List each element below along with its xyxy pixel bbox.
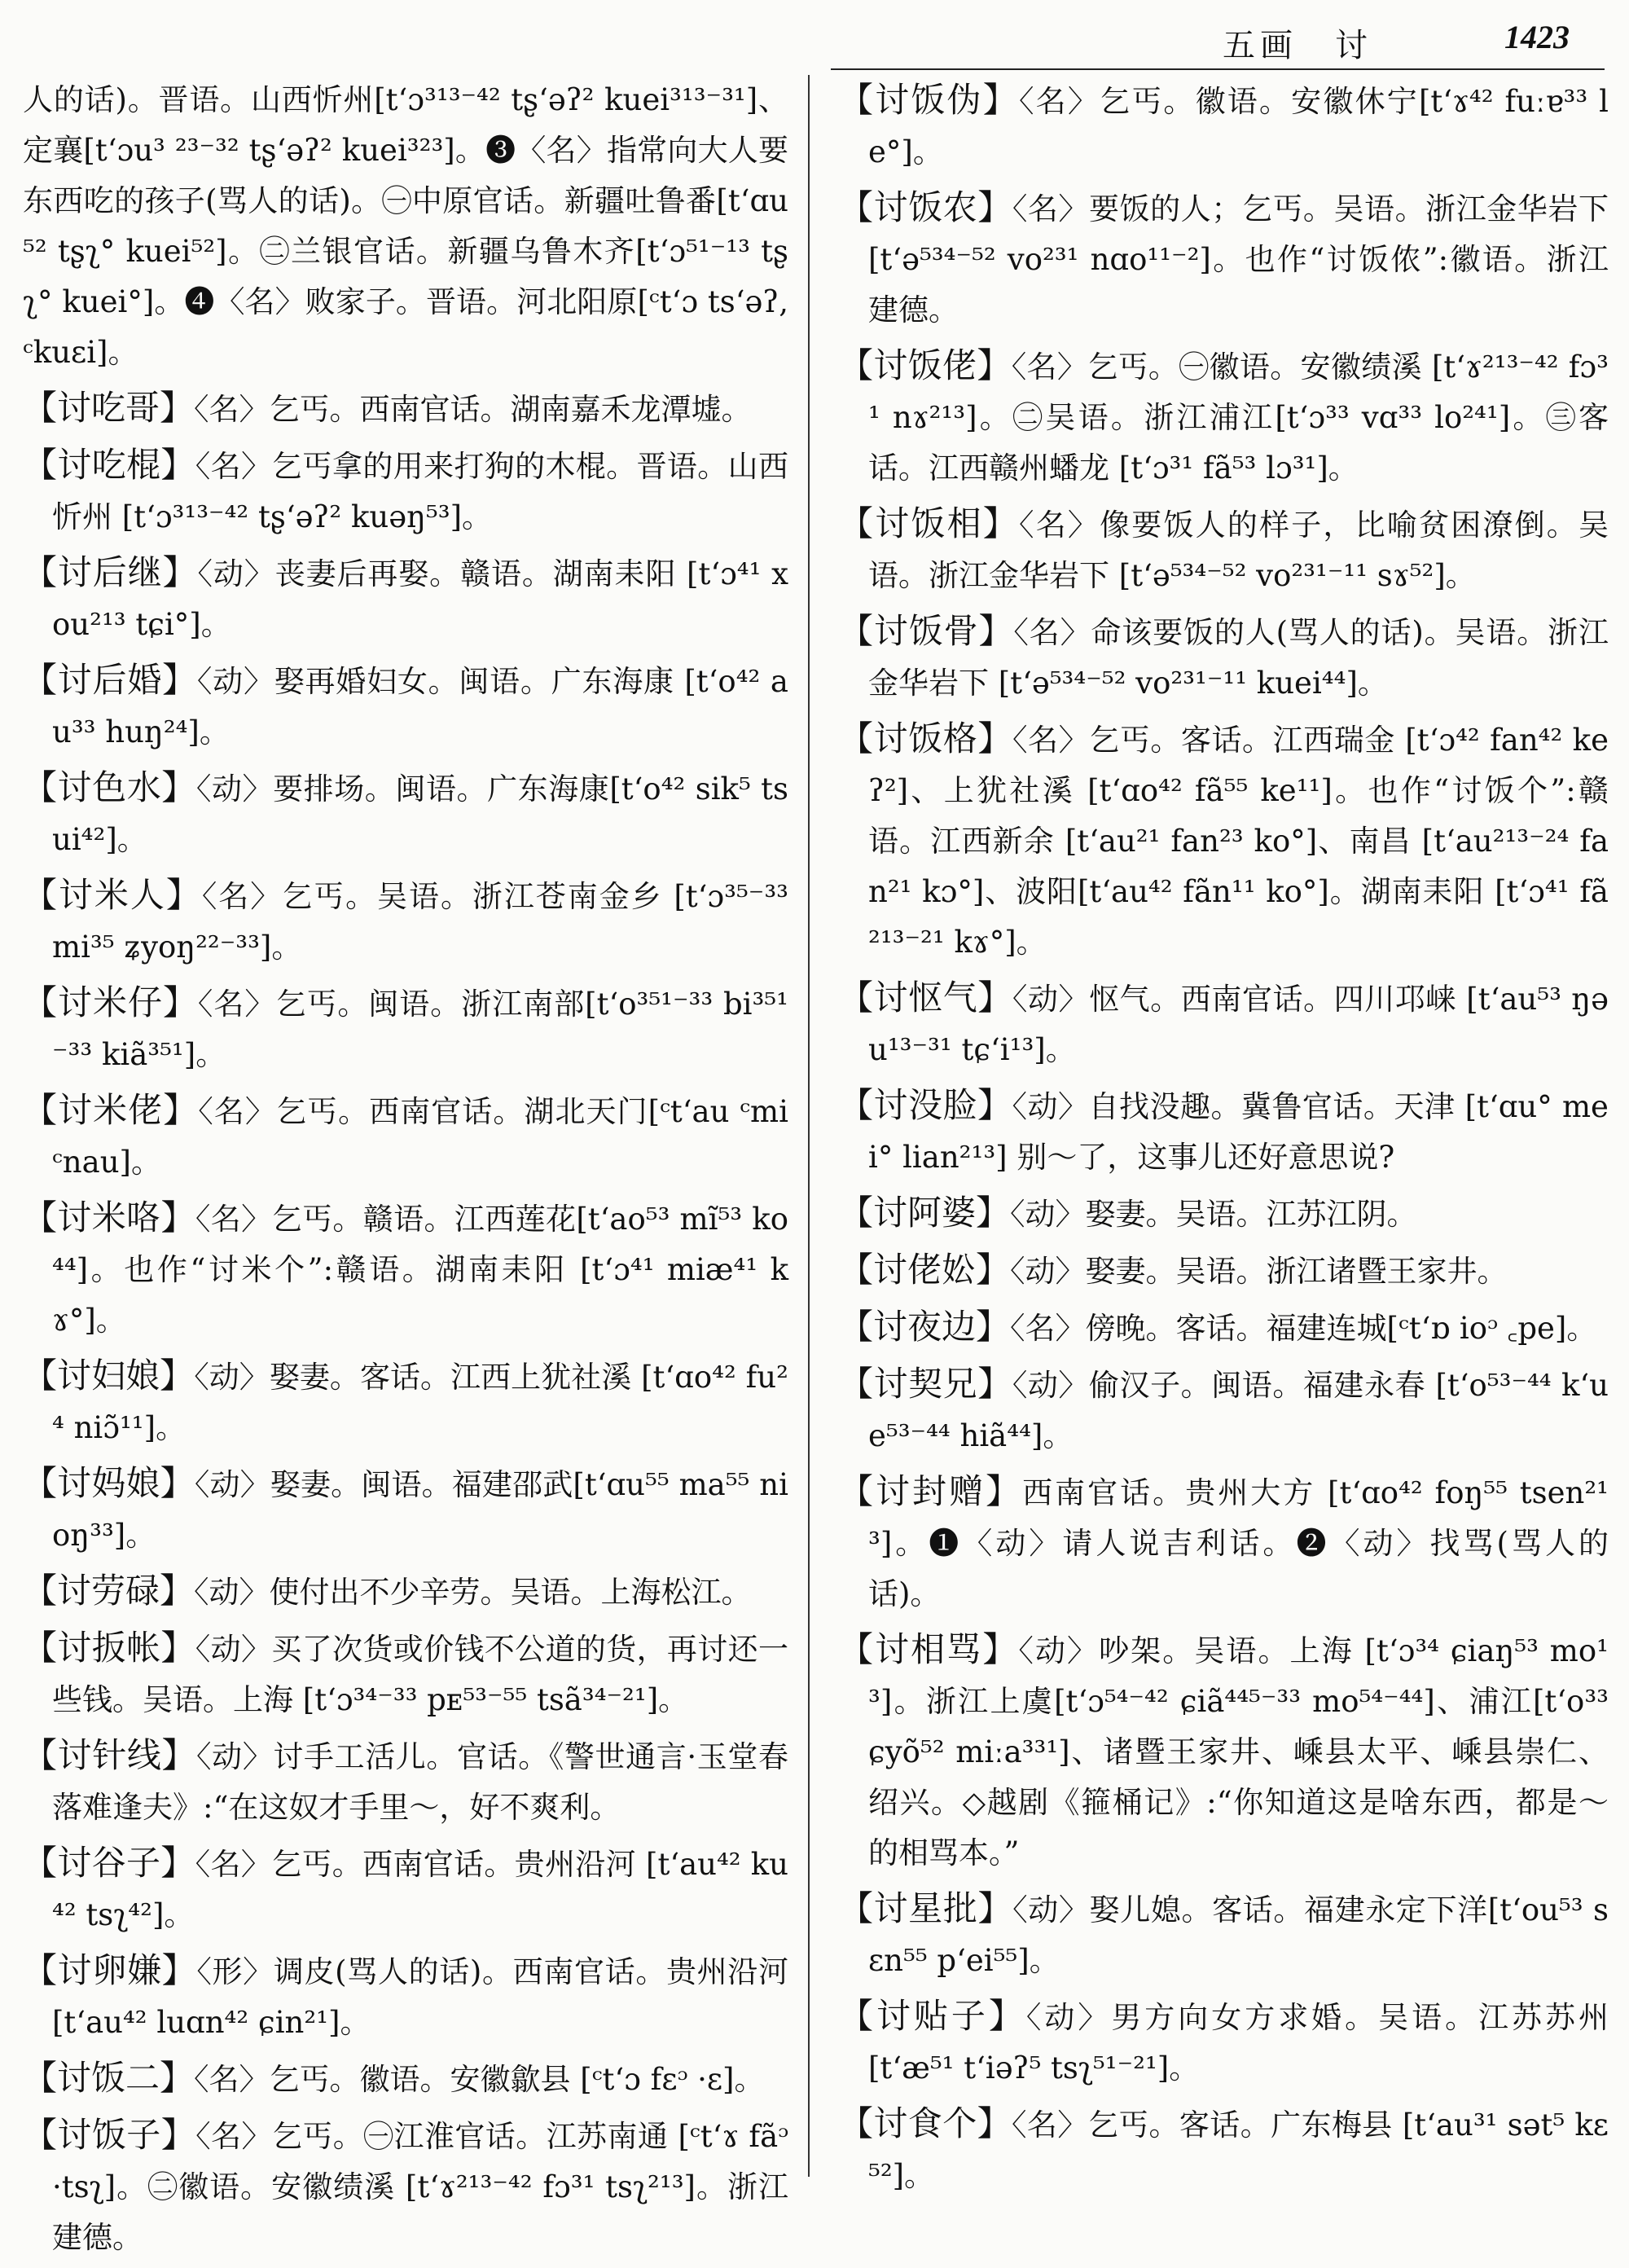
entry-definition: 〈名〉命该要饭的人(骂人的话)。吴语。浙江金华岩下 [t‘ə⁵³⁴⁻⁵² vo²³¹⁻¹¹ kuei⁴⁴]。 [868,615,1609,701]
bracket-open: 【 [839,1307,874,1347]
bracket-close: 】 [977,187,1012,227]
dictionary-entry [839,1883,1609,1986]
bracket-open: 【 [839,1996,876,2036]
bracket-open: 【 [23,660,58,700]
entry-headword: 讨贴子 [876,1996,989,2036]
bracket-open: 【 [23,1950,58,1990]
bracket-close: 】 [977,1888,1013,1928]
dictionary-entry [839,2099,1609,2201]
continuation-text: 人的话)。晋语。山西忻州[t‘ɔ³¹³⁻⁴² tʂ‘əʔ² kuei³¹³⁻³¹]、定襄[t‘ɔu³ ²³⁻³² tʂ‘əʔ² kuei³²³]。❸〈名〉指常向大人要东西吃的孩子(骂人的话)。㊀中原官话。新疆吐鲁番[t‘ɑu⁵² tʂʅ° kuei⁵²]。㊁兰银官话。新疆乌鲁木齐[t‘ɔ⁵¹⁻¹³ tʂʅ° kuei°]。❹〈名〉败家子。晋语。河北阳原[ᶜt‘ɔ ts‘əʔ, ᶜkuɛi]。 [23,82,788,370]
entry-headword: 讨卵嫌 [57,1950,162,1990]
dictionary-entry [839,499,1609,601]
section-label: 五画 讨 [1223,27,1372,64]
entry-headword: 讨饭子 [57,2115,161,2155]
bracket-open: 【 [23,2115,58,2155]
dictionary-entry [23,1351,788,1453]
bracket-close: 】 [986,1471,1023,1511]
entry-headword: 讨阿婆 [873,1193,977,1233]
right-column [839,75,1609,2206]
entry-definition: 〈动〉讨手工活儿。官话。《警世通言·玉堂春落难逢夫》:“在这奴才手里～，好不爽利。 [52,1739,788,1825]
bracket-open: 【 [23,552,58,592]
bracket-open: 【 [23,445,58,485]
dictionary-entry [23,655,788,758]
bracket-open: 【 [23,1628,58,1668]
entry-definition: 〈动〉男方向女方求婚。吴语。江苏苏州 [t‘æ⁵¹ t‘iəʔ⁵ tsʅ⁵¹⁻²¹]。 [868,2000,1609,2086]
entry-headword: 讨夜边 [873,1307,977,1347]
bracket-close: 】 [977,1085,1012,1125]
bracket-close: 】 [161,767,196,807]
bracket-close: 】 [160,2115,196,2155]
entry-definition: 〈名〉要饭的人；乞丐。吴语。浙江金华岩下 [t‘ə⁵³⁴⁻⁵² vo²³¹ nɑo¹¹⁻²]。也作“讨饭侬”:徽语。浙江建德。 [868,191,1609,327]
entry-headword: 讨吃哥 [57,388,160,428]
entry-headword: 讨饭二 [57,2058,160,2098]
dictionary-entry [23,440,788,543]
entry-headword: 讨劳碌 [57,1571,160,1611]
entry-headword: 讨食个 [873,2103,977,2143]
bracket-close: 】 [161,1735,197,1775]
entry-headword: 讨米人 [58,875,166,915]
entry-headword: 讨饭相 [875,503,983,543]
entry-headword: 讨佬妐 [873,1250,977,1290]
entry-headword: 讨封赠 [876,1471,986,1511]
bracket-open: 【 [23,982,58,1022]
bracket-open: 【 [839,978,874,1018]
entry-headword: 讨饭佬 [873,345,977,385]
entry-definition: 〈名〉乞丐。赣语。江西莲花[t‘ao⁵³ mĩ⁵³ ko⁴⁴]。也作“讨米个”:赣语。湖南耒阳 [t‘ɔ⁴¹ miæ⁴¹ kɤ°]。 [52,1202,788,1338]
entry-definition: 西南官话。贵州大方 [t‘ɑo⁴² foŋ⁵⁵ tsen²¹³]。❶〈动〉请人说吉利话。❷〈动〉找骂(骂人的话)。 [868,1475,1609,1611]
bracket-open: 【 [23,1356,58,1396]
dictionary-entry [23,1730,788,1833]
dictionary-entry [839,714,1609,968]
bracket-close: 】 [160,1571,195,1611]
bracket-close: 】 [162,552,198,592]
entry-definition: 〈名〉乞丐。吴语。浙江苍南金乡 [t‘ɔ³⁵⁻³³ mi³⁵ ʑyoŋ²²⁻³³]。 [52,879,788,965]
entry-headword: 讨色水 [57,767,162,807]
bracket-close: 】 [163,1090,199,1130]
entry-definition: 〈动〉自找没趣。冀鲁官话。天津 [t‘ɑu° mei° lian²¹³] 别～了，这事儿还好意思说? [868,1089,1609,1175]
entry-definition: 〈动〉娶妻。客话。江西上犹社溪 [t‘ɑo⁴² fu²⁴ niɔ̃¹¹]。 [52,1360,788,1445]
entry-definition: 〈动〉娶妻。吴语。江苏江阴。 [1010,1197,1417,1232]
bracket-close: 】 [162,660,197,700]
bracket-open: 【 [23,388,58,428]
dictionary-entry [839,1245,1609,1297]
dictionary-entry [839,182,1609,336]
entry-definition: 〈动〉娶儿媳。客话。福建永定下洋[t‘ou⁵³ sɛn⁵⁵ p‘ei⁵⁵]。 [868,1892,1609,1978]
entry-definition: 〈动〉娶妻。闽语。福建邵武[t‘ɑu⁵⁵ ma⁵⁵ nioŋ³³]。 [52,1467,788,1553]
bracket-open: 【 [23,1198,58,1237]
bracket-close: 】 [162,982,198,1022]
bracket-open: 【 [839,719,874,758]
bracket-close: 】 [977,719,1012,758]
dictionary-entry [839,1991,1609,2094]
bracket-close: 】 [982,1629,1019,1669]
dictionary-entry [839,1302,1609,1354]
entry-headword: 讨星批 [873,1888,978,1928]
dictionary-entry [23,547,788,650]
dictionary-entry [23,1085,788,1188]
bracket-open: 【 [839,611,874,651]
entry-definition: 〈名〉乞丐。㊀徽语。安徽绩溪 [t‘ɤ²¹³⁻⁴² fɔ³¹ nɤ²¹³]。㊁吴语。浙江浦江[t‘ɔ³³ vɑ³³ lo²⁴¹]。㊂客话。江西赣州蟠龙 [t‘ɔ³¹ fã⁵³ lɔ³¹]。 [868,349,1609,486]
bracket-close: 】 [161,1950,197,1990]
left-column [23,75,788,2268]
dictionary-entry [839,606,1609,709]
entry-headword: 讨后继 [57,552,163,592]
entry-definition: 〈名〉乞丐。西南官话。湖南嘉禾龙潭墟。 [194,392,752,427]
bracket-close: 】 [982,80,1019,120]
dictionary-entry [839,1466,1609,1620]
bracket-close: 】 [160,1198,195,1237]
entry-headword: 讨针线 [57,1735,162,1775]
dictionary-entry [23,978,788,1080]
bracket-open: 【 [839,1250,874,1290]
bracket-open: 【 [23,2058,58,2098]
entry-definition: 〈名〉乞丐。徽语。安徽歙县 [ᶜt‘ɔ fɛᵓ ·ɛ]。 [194,2062,765,2097]
entry-headword: 讨饭骨 [873,611,979,651]
page-number: 1423 [1504,19,1570,55]
dictionary-entry [839,1188,1609,1240]
dictionary-entry [23,1945,788,2048]
bracket-close: 】 [976,1307,1011,1347]
dictionary-entry [839,1359,1609,1461]
entry-headword: 讨饭格 [873,719,978,758]
entry-headword: 讨后婚 [57,660,163,700]
column-divider [808,75,810,2177]
entry-definition: 〈名〉乞丐拿的用来打狗的木棍。晋语。山西忻州 [t‘ɔ³¹³⁻⁴² tʂ‘əʔ² kuəŋ⁵³]。 [52,449,788,534]
entry-definition: 〈名〉乞丐。㊀江淮官话。江苏南通 [ᶜt‘ɤ fãᵓ ·tsʅ]。㊁徽语。安徽绩溪 [t‘ɤ²¹³⁻⁴² fɔ³¹ tsʅ²¹³]。浙江建德。 [52,2119,788,2255]
entry-headword: 讨妈娘 [57,1463,160,1503]
entry-headword: 讨契兄 [873,1364,978,1404]
dictionary-entry [23,2110,788,2263]
dictionary-entry [23,1458,788,1561]
entry-definition: 〈动〉要排场。闽语。广东海康[t‘o⁴² sik⁵ tsui⁴²]。 [52,771,788,857]
bracket-open: 【 [23,1463,58,1503]
entry-definition: 〈名〉乞丐。西南官话。湖北天门[ᶜt‘au ᶜmi ᶜnau]。 [52,1094,788,1180]
dictionary-entry [23,1566,788,1618]
bracket-open: 【 [839,1471,876,1511]
bracket-close: 】 [160,1356,195,1396]
entry-headword: 讨米咯 [57,1198,161,1237]
entry-definition: 〈名〉乞丐。闽语。浙江南部[t‘o³⁵¹⁻³³ bi³⁵¹⁻³³ kiã³⁵¹]。 [52,987,788,1072]
bracket-close: 】 [160,388,195,428]
bracket-close: 】 [165,875,202,915]
entry-headword: 讨相骂 [875,1629,983,1669]
entry-headword: 讨米佬 [58,1090,164,1130]
bracket-open: 【 [23,1571,58,1611]
entry-definition: 〈动〉娶再婚妇女。闽语。广东海康 [t‘o⁴² au³³ huŋ²⁴]。 [52,664,788,749]
dictionary-entry [839,75,1609,178]
entry-definition: 〈名〉像要饭人的样子，比喻贫困潦倒。吴语。浙江金华岩下 [t‘ə⁵³⁴⁻⁵² vo²³¹⁻¹¹ sɤ⁵²]。 [868,508,1609,593]
bracket-open: 【 [23,1735,58,1775]
entry-definition: 〈名〉乞丐。客话。广东梅县 [t‘au³¹ sət⁵ kɛ⁵²]。 [868,2108,1609,2193]
bracket-close: 】 [160,1628,195,1668]
entry-definition: 〈动〉丧妻后再娶。赣语。湖南耒阳 [t‘ɔ⁴¹ xou²¹³ tɕi°]。 [52,556,788,642]
bracket-open: 【 [839,1193,874,1233]
entry-headword: 讨没脸 [873,1085,977,1125]
entry-headword: 讨吃棍 [57,445,161,485]
entry-headword: 讨扳帐 [57,1628,161,1668]
entry-definition: 〈名〉乞丐。徽语。安徽休宁[t‘ɤ⁴² fuːɐ³³ le°]。 [868,84,1609,169]
bracket-open: 【 [23,1843,58,1883]
bracket-open: 【 [839,2103,874,2143]
bracket-open: 【 [839,1085,874,1125]
bracket-open: 【 [839,1364,874,1404]
left-entries [23,383,788,2263]
entry-headword: 讨饭农 [873,187,978,227]
bracket-open: 【 [23,875,59,915]
bracket-open: 【 [839,345,874,385]
bracket-open: 【 [23,767,58,807]
entry-headword: 讨谷子 [57,1843,161,1883]
bracket-close: 】 [977,2103,1012,2143]
entry-definition: 〈动〉买了次货或价钱不公道的货，再讨还一些钱。吴语。上海 [t‘ɔ³⁴⁻³³ pᴇ⁵³⁻⁵⁵ tsã³⁴⁻²¹]。 [52,1632,788,1717]
entry-definition: 〈动〉偷汉子。闽语。福建永春 [t‘o⁵³⁻⁴⁴ k‘ue⁵³⁻⁴⁴ hiã⁴⁴]。 [868,1368,1609,1453]
dictionary-entry [839,341,1609,494]
bracket-close: 】 [977,978,1012,1018]
bracket-open: 【 [839,1888,874,1928]
dictionary-entry [839,1624,1609,1879]
entry-headword: 讨妇娘 [57,1356,160,1396]
bracket-open: 【 [23,1090,59,1130]
dictionary-entry [839,1080,1609,1183]
bracket-close: 】 [160,2058,195,2098]
entry-headword: 讨怄气 [873,978,978,1018]
entry-headword: 讨饭伪 [875,80,983,120]
entry-definition: 〈形〉调皮(骂人的话)。西南官话。贵州沿河 [t‘au⁴² luɑn⁴² ɕin²¹]。 [52,1954,788,2040]
entry-definition: 〈名〉乞丐。西南官话。贵州沿河 [t‘au⁴² ku⁴² tsʅ⁴²]。 [52,1847,788,1932]
dictionary-entry [23,1193,788,1346]
entry-definition: 〈名〉乞丐。客话。江西瑞金 [t‘ɔ⁴² fan⁴² keʔ²]、上犹社溪 [t‘ɑo⁴² fã⁵⁵ ke¹¹]。也作“讨饭个”:赣语。江西新余 [t‘au²¹ fan²³ ko°]、南昌 [t‘au²¹³⁻²⁴ fan²¹ kɔ°]、波阳[t‘au⁴² fãn¹¹ ko°]。湖南耒阳 [t‘ɔ⁴¹ fã²¹³⁻²¹ kɤ°]。 [868,723,1609,960]
right-entries [839,75,1609,2201]
bracket-close: 】 [160,1463,195,1503]
header-rule [831,68,1605,70]
entry-definition: 〈动〉吵架。吴语。上海 [t‘ɔ³⁴ ɕiaŋ⁵³ mo¹³]。浙江上虞[t‘ɔ⁵⁴⁻⁴² ɕiã⁴⁴⁵⁻³³ mo⁵⁴⁻⁴⁴]、浦江[t‘o³³ ɕyõ⁵² miːa³³¹]、诸暨王家井、嵊县太平、嵊县崇仁、绍兴。◇越剧《箍桶记》:“你知道这是啥东西，都是～的相骂本。” [868,1633,1609,1870]
entry-definition: 〈动〉怄气。西南官话。四川邛崃 [t‘au⁵³ ŋəu¹³⁻³¹ tɕ‘i¹³]。 [868,982,1609,1067]
page-header [847,11,1592,64]
bracket-open: 【 [839,503,876,543]
bracket-close: 】 [978,611,1014,651]
bracket-close: 】 [976,1250,1011,1290]
dictionary-entry [23,763,788,865]
bracket-close: 】 [976,1193,1011,1233]
dictionary-entry [23,383,788,435]
dictionary-entry [23,1838,788,1941]
bracket-close: 】 [977,1364,1012,1404]
entry-definition: 〈名〉傍晚。客话。福建连城[ᶜt‘ɒ ioᵓ ꜀pe]。 [1010,1311,1597,1346]
entry-headword: 讨米仔 [57,982,163,1022]
dictionary-entry [23,870,788,973]
dictionary-entry [23,2053,788,2105]
bracket-close: 】 [982,503,1019,543]
dictionary-entry [23,1623,788,1725]
bracket-open: 【 [839,1629,876,1669]
bracket-open: 【 [839,187,874,227]
bracket-close: 】 [160,1843,195,1883]
dictionary-entry [839,973,1609,1075]
bracket-close: 】 [988,1996,1026,2036]
bracket-open: 【 [839,80,876,120]
entry-definition: 〈动〉使付出不少辛劳。吴语。上海松江。 [194,1575,752,1610]
entry-definition: 〈动〉娶妻。吴语。浙江诸暨王家井。 [1010,1254,1508,1289]
bracket-close: 】 [977,345,1012,385]
bracket-close: 】 [160,445,195,485]
